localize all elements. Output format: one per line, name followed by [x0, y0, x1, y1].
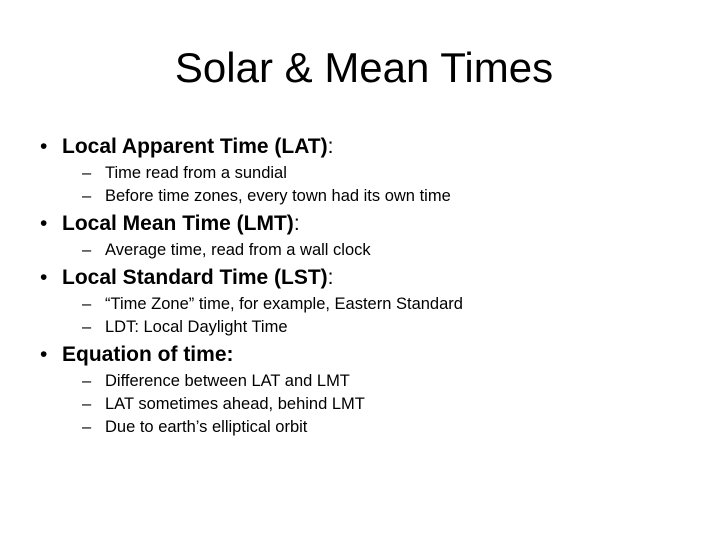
sub-item-text: Before time zones, every town had its own time	[105, 187, 451, 205]
bullet-suffix: :	[327, 266, 334, 289]
sub-item	[62, 393, 710, 416]
sub-list	[62, 239, 710, 262]
sub-item	[62, 293, 710, 316]
sub-item-text: Time read from a sundial	[105, 164, 287, 182]
bullet-suffix: :	[327, 135, 334, 158]
dash-icon: –	[82, 395, 92, 413]
bullet-item-lmt	[40, 210, 710, 262]
dash-icon: –	[82, 164, 92, 182]
sub-item-text: Difference between LAT and LMT	[105, 372, 350, 390]
bullet-icon: •	[40, 343, 48, 366]
sub-item	[62, 239, 710, 262]
dash-icon: –	[82, 187, 92, 205]
bullet-icon: •	[40, 266, 48, 289]
dash-icon: –	[82, 241, 92, 259]
bullet-icon: •	[40, 135, 48, 158]
bullet-list	[40, 133, 710, 441]
bullet-heading: Local Standard Time (LST)	[62, 266, 328, 289]
sub-list	[62, 293, 710, 339]
dash-icon: –	[82, 372, 92, 390]
slide-title: Solar & Mean Times	[174, 44, 554, 91]
sub-list	[62, 370, 710, 439]
sub-item-text: “Time Zone” time, for example, Eastern Standard	[105, 295, 463, 313]
sub-item	[62, 316, 710, 339]
sub-item	[62, 416, 710, 439]
sub-item-text: Due to earth’s elliptical orbit	[105, 418, 308, 436]
bullet-heading: Equation of time:	[62, 343, 234, 366]
bullet-item-lst	[40, 264, 710, 339]
bullet-item-lat	[40, 133, 710, 208]
sub-item-text: LDT: Local Daylight Time	[105, 318, 288, 336]
bullet-icon: •	[40, 212, 48, 235]
sub-item-text: LAT sometimes ahead, behind LMT	[105, 395, 365, 413]
dash-icon: –	[82, 295, 92, 313]
sub-item	[62, 185, 710, 208]
bullet-heading: Local Mean Time (LMT)	[62, 212, 294, 235]
bullet-suffix: :	[293, 212, 300, 235]
sub-item	[62, 162, 710, 185]
bullet-heading: Local Apparent Time (LAT)	[62, 135, 328, 158]
dash-icon: –	[82, 318, 92, 336]
sub-item-text: Average time, read from a wall clock	[105, 241, 371, 259]
sub-item	[62, 370, 710, 393]
dash-icon: –	[82, 418, 92, 436]
bullet-item-equation-of-time	[40, 341, 710, 439]
sub-list	[62, 162, 710, 208]
